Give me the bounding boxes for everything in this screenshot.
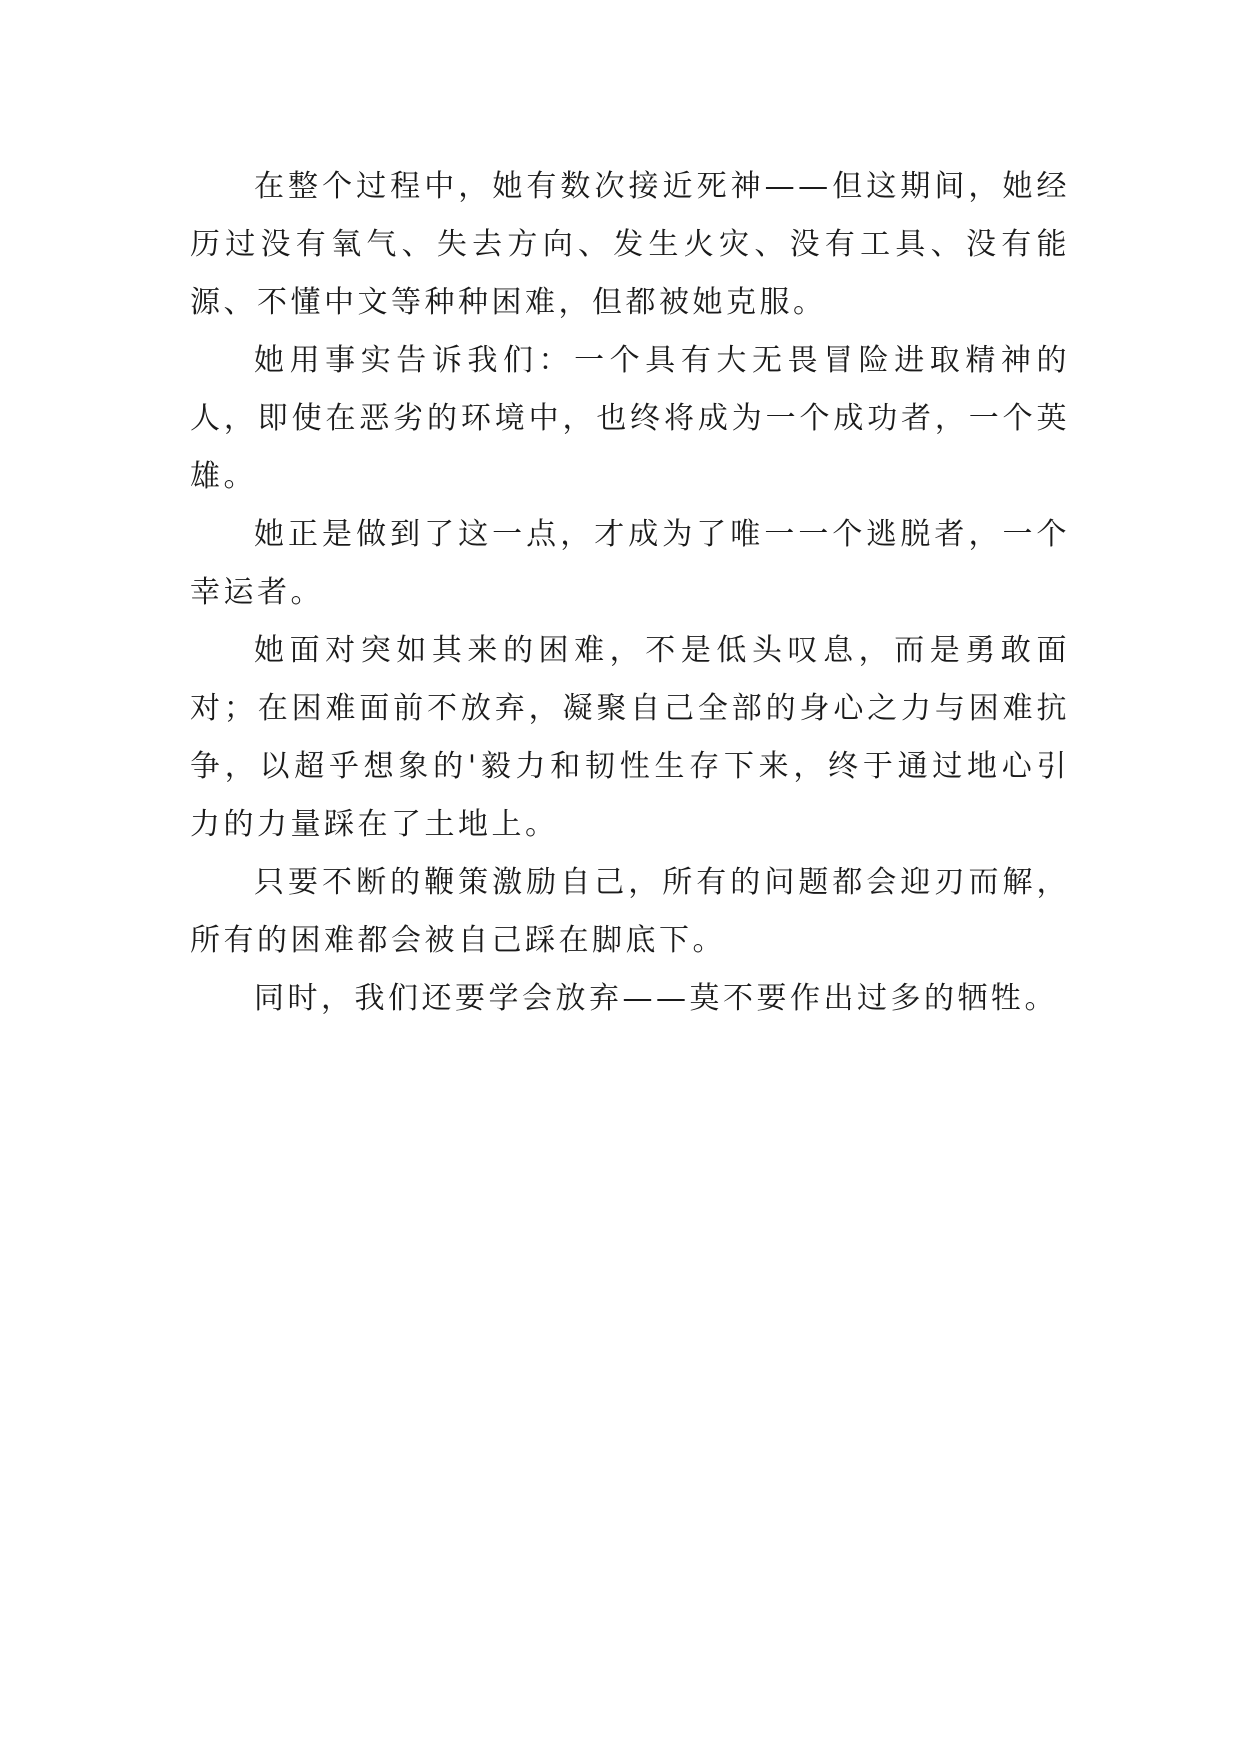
paragraph-3: 她正是做到了这一点，才成为了唯一一个逃脱者，一个幸运者。 (190, 517, 1070, 610)
paragraph-4: 她面对突如其来的困难，不是低头叹息，而是勇敢面对；在困难面前不放弃，凝聚自己全部的身心之力与困难抗争，以超乎想象的'毅力和韧性生存下来，终于通过地心引力的力量踩在了土地上。 (190, 633, 1070, 842)
document-body (190, 158, 1070, 1028)
paragraph-1: 在整个过程中，她有数次接近死神——但这期间，她经历过没有氧气、失去方向、发生火灾、没有工具、没有能源、不懂中文等种种困难，但都被她克服。 (190, 169, 1070, 320)
paragraph-6: 同时，我们还要学会放弃——莫不要作出过多的牺牲。 (254, 981, 1058, 1016)
paragraph-2: 她用事实告诉我们：一个具有大无畏冒险进取精神的人，即使在恶劣的环境中，也终将成为一个成功者，一个英雄。 (190, 343, 1070, 494)
paragraph-5: 只要不断的鞭策激励自己，所有的问题都会迎刃而解，所有的困难都会被自己踩在脚底下。 (190, 865, 1070, 958)
